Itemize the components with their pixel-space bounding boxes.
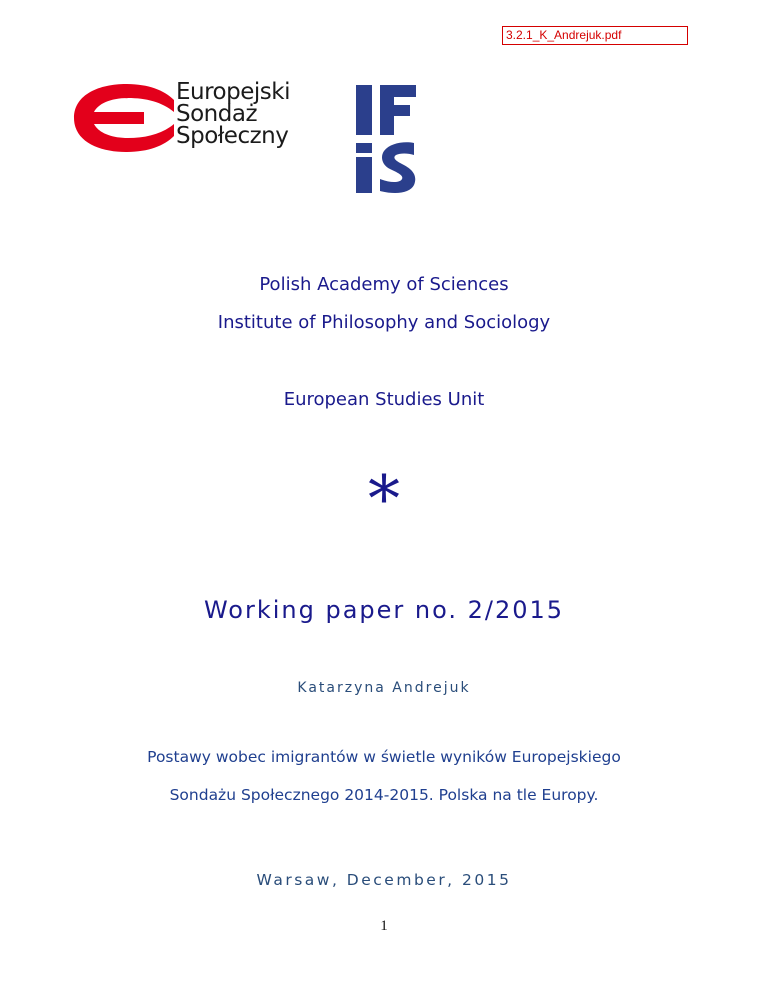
paper-title-line-1: Postawy wobec imigrantów w świetle wyników Europejskiego <box>147 748 621 766</box>
ess-logo <box>64 78 324 154</box>
page-number: 1 <box>380 918 388 934</box>
ess-logo-mark <box>64 82 176 154</box>
ifis-logo <box>350 81 422 197</box>
unit-name: European Studies Unit <box>283 389 485 410</box>
ess-logo-text-line-2: Sondaż <box>176 101 258 127</box>
place-and-date: Warsaw, December, 2015 <box>256 871 512 889</box>
author-name: Katarzyna Andrejuk <box>297 680 471 696</box>
institute-name: Institute of Philosophy and Sociology <box>217 312 551 333</box>
paper-title-line-2: Sondażu Społecznego 2014-2015. Polska na tle Europy. <box>169 786 599 804</box>
working-paper-number: Working paper no. 2/2015 <box>203 596 565 624</box>
institution-name: Polish Academy of Sciences <box>259 274 509 295</box>
ess-logo-text-line-1: Europejski <box>176 79 290 105</box>
file-name-tag: 3.2.1_K_Andrejuk.pdf <box>502 26 688 45</box>
asterisk-separator: * <box>368 463 400 537</box>
ess-logo-text-line-3: Społeczny <box>176 123 289 149</box>
